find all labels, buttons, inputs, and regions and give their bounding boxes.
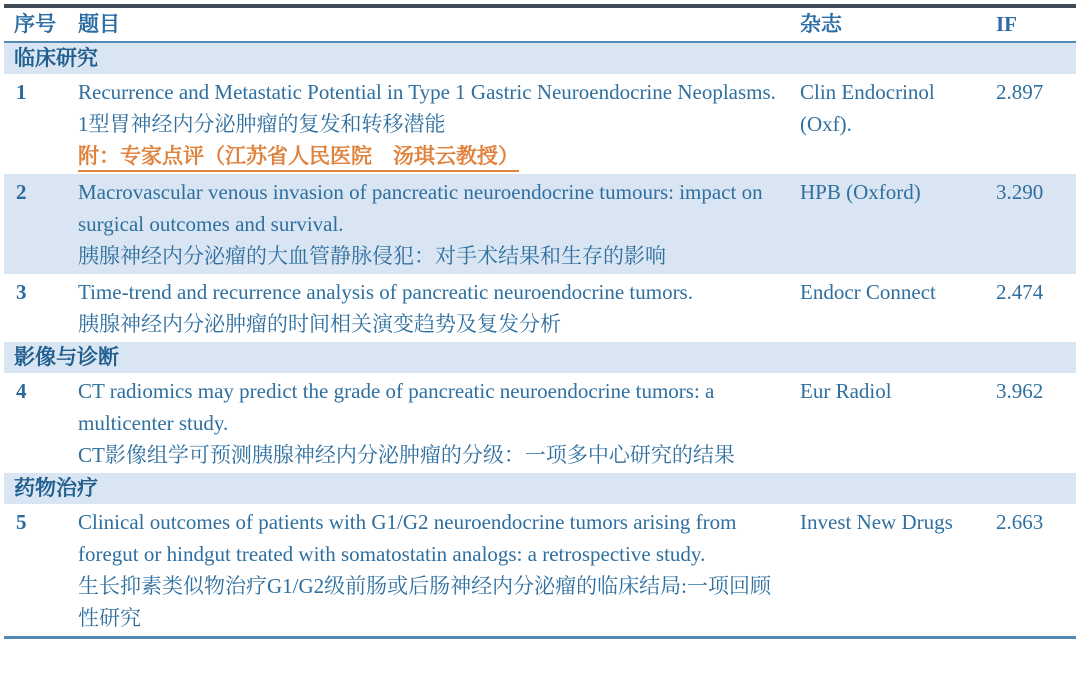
journal-name: HPB (Oxford): [800, 174, 996, 274]
table-row: [4, 274, 1076, 342]
title-cell: [78, 274, 800, 342]
impact-factor-value: 2.474: [996, 280, 1044, 304]
section-label: 影像与诊断: [4, 342, 1076, 373]
paper-number: 2: [4, 174, 78, 274]
paper-number: 4: [16, 379, 27, 403]
impact-factor-value: 3.290: [996, 174, 1076, 274]
impact-factor-value: 3.962: [996, 379, 1044, 403]
journal-name: Clin Endocrinol (Oxf).: [800, 80, 935, 136]
column-header-impact-factor: IF: [996, 6, 1076, 42]
paper-number: 3: [16, 280, 27, 304]
column-header-journal: 杂志: [800, 6, 996, 42]
publications-table: [4, 4, 1076, 639]
journal-name: Endocr Connect: [800, 280, 936, 304]
table-row: [4, 74, 1076, 174]
table-row: [4, 174, 1076, 274]
paper-number: 1: [16, 80, 27, 104]
section-row-clinical-research: [4, 42, 1076, 74]
title-chinese: 1型胃神经内分泌肿瘤的复发和转移潜能: [78, 112, 446, 136]
header-row: [4, 6, 1076, 42]
title-cell: [78, 174, 800, 274]
section-label: 临床研究: [4, 42, 1076, 74]
section-row-imaging-diagnosis: [4, 342, 1076, 373]
journal-name: Eur Radiol: [800, 379, 892, 403]
table-row: [4, 504, 1076, 638]
paper-number: 5: [16, 510, 27, 534]
title-chinese: 胰腺神经内分泌瘤的大血管静脉侵犯：对手术结果和生存的影响: [78, 244, 666, 268]
expert-comment-link[interactable]: 附：专家点评（江苏省人民医院 汤琪云教授）: [78, 142, 519, 172]
title-cell: [78, 373, 800, 473]
title-english: Time-trend and recurrence analysis of pancreatic neuroendocrine tumors.: [78, 280, 693, 304]
journal-name: Invest New Drugs: [800, 510, 953, 534]
column-header-title: 题目: [78, 6, 800, 42]
table-row: [4, 373, 1076, 473]
title-english: Clinical outcomes of patients with G1/G2 neuroendocrine tumors arising from foregut or hindgut treated with somatostatin analogs: a retrospective study.: [78, 510, 737, 566]
section-row-drug-therapy: [4, 473, 1076, 504]
title-english: Macrovascular venous invasion of pancreatic neuroendocrine tumours: impact on surgical outcomes and survival.: [78, 180, 763, 236]
title-cell: [78, 504, 800, 638]
section-label: 药物治疗: [4, 473, 1076, 504]
impact-factor-value: 2.897: [996, 80, 1044, 104]
title-english: Recurrence and Metastatic Potential in Type 1 Gastric Neuroendocrine Neoplasms.: [78, 80, 776, 104]
title-chinese: CT影像组学可预测胰腺神经内分泌肿瘤的分级：一项多中心研究的结果: [78, 443, 735, 467]
title-chinese: 胰腺神经内分泌肿瘤的时间相关演变趋势及复发分析: [78, 312, 561, 336]
title-english: CT radiomics may predict the grade of pancreatic neuroendocrine tumors: a multicenter study.: [78, 379, 715, 435]
title-cell: [78, 74, 800, 174]
title-chinese: 生长抑素类似物治疗G1/G2级前肠或后肠神经内分泌瘤的临床结局:一项回顾性研究: [78, 574, 771, 630]
column-header-num: 序号: [4, 6, 78, 42]
impact-factor-value: 2.663: [996, 510, 1044, 534]
